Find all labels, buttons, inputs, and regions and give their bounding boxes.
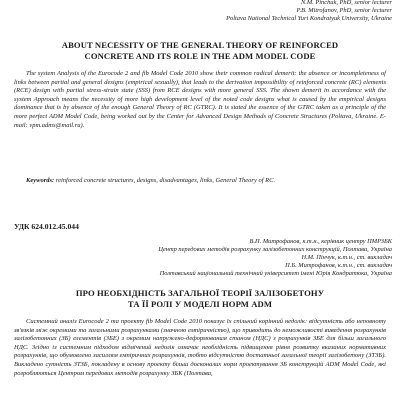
keywords-en bbox=[14, 177, 386, 186]
affiliation-line: Центр передових методів розрахунку залізобетонних конструкцій, Полтава, Україна bbox=[158, 246, 392, 253]
title-ua bbox=[8, 288, 392, 310]
udk-code: УДК 624.012.45.044 bbox=[14, 222, 79, 231]
title-line: ABOUT NECESSITY OF THE GENERAL THEORY OF REINFORCED bbox=[61, 40, 339, 50]
author-line: П.Б. Митрофанов, к.т.н., ст. викладач bbox=[285, 262, 392, 269]
affiliation-line: Полтавський національний технічний університет імені Юрія Кондратюка, Україна bbox=[159, 270, 392, 277]
author-line: P.B. Mitrofanov, PhD, senior lecturer bbox=[296, 7, 392, 14]
title-line: CONCRETE AND ITS ROLE IN THE ADM MODEL CODE bbox=[84, 51, 316, 61]
abstract-en: The system Analysis of the Eurocode 2 and fib Model Code 2010 show their common radical demerit: the absence or incompleteness of links between partial and general designs (empirical sexually), that leads to the derivation impossibility of reinforced concrete (RC) elements (RCE) design with partial stress-strain state (SSS) from RCE designs with more general SSS. The shown demerit in accordance with the system Approach means the necessity of more high development level of the noted code designs what is caused by the empirical designs dominance that is by absence of the enough General Theory of RC (GTRC). It is stated the essence of the GTRC taken as a principle of the more perfect ADM Model Code, being worked out by the Center for Advanced Design Methods of Concrete Structures (Poltava, Ukraine. E-mail: vpm.adms@mail.ru). bbox=[14, 70, 386, 129]
authors-ua bbox=[158, 238, 392, 278]
keywords-label: Keywords: bbox=[26, 177, 55, 184]
author-line: Н.М. Пінчук, к.т.н., ст. викладач bbox=[301, 254, 392, 261]
title-en bbox=[8, 40, 392, 62]
author-line: N.M. Pinchuk, PhD, senior lecturer bbox=[301, 0, 392, 6]
title-line: ТА ЇЇ РОЛІ У МОДЕЛІ НОРМ ADM bbox=[127, 299, 273, 309]
keywords-text: reinforced concrete structures, designs, disadvantages, links, General Theory of RC. bbox=[55, 177, 276, 184]
authors-en bbox=[226, 0, 392, 23]
abstract-ua: Системний аналіз Eurocode 2 та проекту fib Model Code 2010 показує їх спільний корінний недолік: відсутність або неповноту зв'язків між окремими та загальними розрахунками (значною емпіричністю), що приводить до неможливості виведення розрахунків залізобетонних (ЗБ) елементів (ЗБЕ) з окремим напружено-деформованим станом (НДС) з розрахунків ЗБЕ для більш загального НДС. Згідно із системним підходом відмічений недолік означає необхідність підвищення рівня розвитку вказаних нормативних розрахунків, що обумовлено засиллям емпіричних розрахунків, тобто відсутністю достатньої загальної теорії залізобетону (ЗТЗБ). Викладено сутність ЗТЗБ, покладену в основу проекту більш досконалих норм проектування ЗБ конструкцій ADM Model Code, які розробляються Центром передових методів розрахунку ЗБК (Полтава, bbox=[14, 318, 386, 377]
title-line: ПРО НЕОБХІДНІСТЬ ЗАГАЛЬНОЇ ТЕОРІЇ ЗАЛІЗОБЕТОНУ bbox=[75, 288, 325, 298]
author-line: В.П. Митрофанов, к.т.н., керівник центру ПМРЗБК bbox=[249, 238, 392, 245]
affiliation-line: Poltava National Technical Yuri Kondratyuk University, Ukraine bbox=[226, 15, 392, 22]
